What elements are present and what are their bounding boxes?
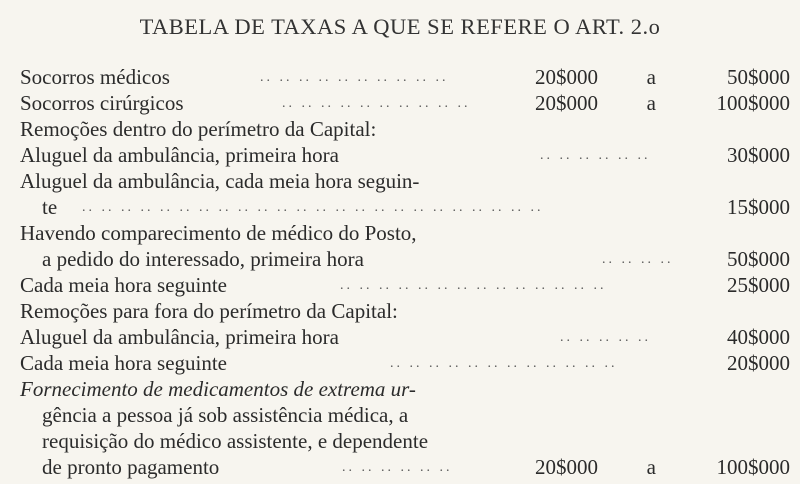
fee-label: a pedido do interessado, primeira hora [42,246,367,272]
leader-dots: .. .. .. .. .. .. [540,148,651,163]
fee-label: Havendo comparecimento de médico do Posto, [20,220,420,246]
fee-row-fora-cada-meia-hora [20,350,790,376]
leader-dots: .. .. .. .. .. [560,330,651,345]
leader-dots: .. .. .. .. .. .. .. .. .. .. .. .. [390,356,618,371]
fee-min-amount: 20$000 [535,65,598,89]
range-separator: a [646,65,656,89]
fee-row-comparecimento-part1 [20,220,790,246]
fee-row-medicamentos-part2 [42,402,790,428]
fee-row-medicamentos-part4 [42,454,790,480]
leader-dots: .. .. .. .. .. .. .. .. .. .. [282,96,471,111]
section-heading: Remoções para fora do perímetro da Capital: [20,298,401,324]
fee-min-amount: 20$000 [535,455,598,479]
fee-row-comparecimento-part2 [42,246,790,272]
fee-row-medicamentos-part3 [42,428,790,454]
fee-row-aluguel-meia-hora-part1 [20,168,790,194]
fee-label: de pronto pagamento [42,454,222,480]
fee-row-socorros-cirurgicos [20,90,790,116]
fee-max-amount: 100$000 [716,91,790,115]
range-separator: a [646,91,656,115]
fee-max-amount: 25$000 [727,273,790,297]
fee-row-cada-meia-hora [20,272,790,298]
fee-max-amount: 15$000 [727,195,790,219]
fee-label: Socorros cirúrgicos [20,90,187,116]
fee-max-amount: 30$000 [727,143,790,167]
fee-label: gência a pessoa já sob assistência médica, a [42,402,411,428]
leader-dots: .. .. .. .. .. .. .. .. .. .. .. .. .. .. .. .. .. .. .. .. .. .. .. .. [82,200,544,215]
leader-dots: .. .. .. .. .. .. [342,460,453,475]
section-heading-dentro [20,116,790,142]
fee-label: Cada meia hora seguinte [20,272,230,298]
fee-label: te [42,194,60,220]
fee-label: Aluguel da ambulância, cada meia hora seguin- [20,168,422,194]
fee-label: Aluguel da ambulância, primeira hora [20,324,342,350]
leader-dots: .. .. .. .. .. .. .. .. .. .. .. .. .. .. [340,278,607,293]
fee-row-aluguel-meia-hora-part2 [42,194,790,220]
fee-max-amount: 50$000 [727,247,790,271]
table-title: TABELA DE TAXAS A QUE SE REFERE O ART. 2.o [139,14,661,39]
fee-label: requisição do médico assistente, e dependente [42,428,431,454]
fee-label: Socorros médicos [20,64,173,90]
fee-label: Fornecimento de medicamentos de extrema ur- [20,376,419,402]
fee-max-amount: 100$000 [716,455,790,479]
fee-max-amount: 20$000 [727,351,790,375]
fee-row-socorros-medicos [20,64,790,90]
section-heading-fora [20,298,790,324]
fee-label: Aluguel da ambulância, primeira hora [20,142,342,168]
fee-max-amount: 50$000 [727,65,790,89]
fee-row-medicamentos-part1 [20,376,790,402]
fee-row-fora-aluguel-primeira-hora [20,324,790,350]
fee-label: Cada meia hora seguinte [20,350,230,376]
range-separator: a [646,455,656,479]
leader-dots: .. .. .. .. [602,252,674,267]
section-heading: Remoções dentro do perímetro da Capital: [20,116,379,142]
fee-min-amount: 20$000 [535,91,598,115]
fee-row-aluguel-primeira-hora [20,142,790,168]
leader-dots: .. .. .. .. .. .. .. .. .. .. [260,70,449,85]
fee-max-amount: 40$000 [727,325,790,349]
